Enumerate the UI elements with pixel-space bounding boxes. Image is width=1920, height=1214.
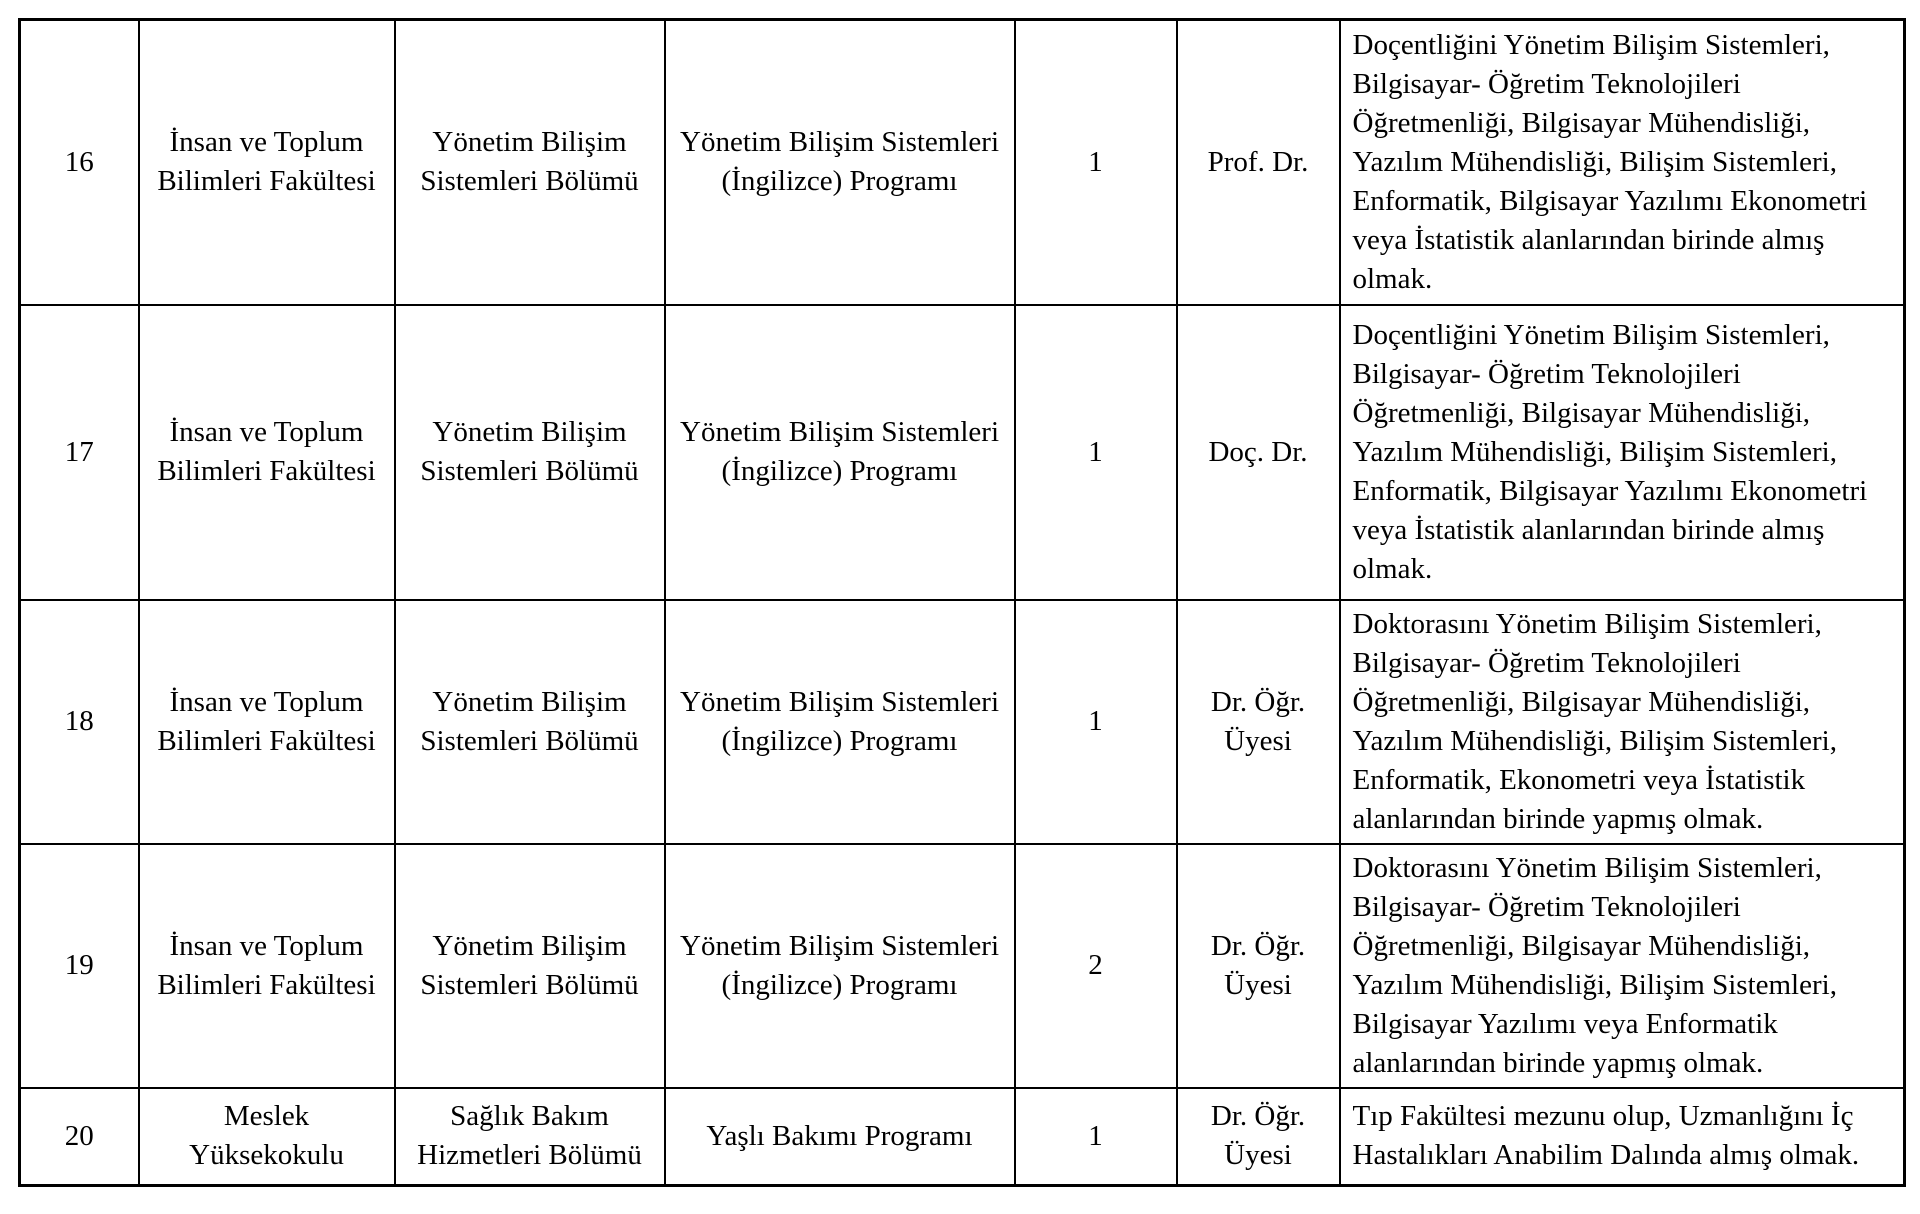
department-cell: Sağlık Bakım Hizmetleri Bölümü [395,1088,665,1186]
requirements-cell: Doçentliğini Yönetim Bilişim Sistemleri, Bilgisayar- Öğretim Teknolojileri Öğretmenliği, Bilgisayar Mühendisliği, Yazılım Mühendisliği, Bilişim Sistemleri, Enformatik, Bilgisayar Yazılımı Ekonometri veya İstatistik alanlarından birinde almış olmak. [1340,305,1905,600]
quota-cell: 1 [1015,1088,1177,1186]
row-number-cell: 19 [20,844,139,1088]
title-cell: Doç. Dr. [1177,305,1340,600]
department-cell: Yönetim Bilişim Sistemleri Bölümü [395,20,665,305]
department-cell: Yönetim Bilişim Sistemleri Bölümü [395,305,665,600]
quota-cell: 1 [1015,305,1177,600]
faculty-cell: İnsan ve Toplum Bilimleri Fakültesi [139,20,395,305]
department-cell: Yönetim Bilişim Sistemleri Bölümü [395,844,665,1088]
vacancy-table [18,18,1906,1187]
table-row [20,844,1905,1088]
quota-cell: 1 [1015,600,1177,844]
row-number-cell: 20 [20,1088,139,1186]
requirements-cell: Doktorasını Yönetim Bilişim Sistemleri, Bilgisayar- Öğretim Teknolojileri Öğretmenliği, Bilgisayar Mühendisliği, Yazılım Mühendisliği, Bilişim Sistemleri, Enformatik, Ekonometri veya İstatistik alanlarından birinde yapmış olmak. [1340,600,1905,844]
faculty-cell: İnsan ve Toplum Bilimleri Fakültesi [139,844,395,1088]
requirements-cell: Tıp Fakültesi mezunu olup, Uzmanlığını İç Hastalıkları Anabilim Dalında almış olmak. [1340,1088,1905,1186]
program-cell: Yönetim Bilişim Sistemleri (İngilizce) Programı [665,600,1015,844]
title-cell: Dr. Öğr. Üyesi [1177,600,1340,844]
table-row [20,1088,1905,1186]
requirements-cell: Doçentliğini Yönetim Bilişim Sistemleri, Bilgisayar- Öğretim Teknolojileri Öğretmenliği, Bilgisayar Mühendisliği, Yazılım Mühendisliği, Bilişim Sistemleri, Enformatik, Bilgisayar Yazılımı Ekonometri veya İstatistik alanlarından birinde almış olmak. [1340,20,1905,305]
faculty-cell: İnsan ve Toplum Bilimleri Fakültesi [139,600,395,844]
quota-cell: 2 [1015,844,1177,1088]
requirements-cell: Doktorasını Yönetim Bilişim Sistemleri, Bilgisayar- Öğretim Teknolojileri Öğretmenliği, Bilgisayar Mühendisliği, Yazılım Mühendisliği, Bilişim Sistemleri, Bilgisayar Yazılımı veya Enformatik alanlarından birinde yapmış olmak. [1340,844,1905,1088]
row-number-cell: 17 [20,305,139,600]
quota-cell: 1 [1015,20,1177,305]
title-cell: Dr. Öğr. Üyesi [1177,844,1340,1088]
table-row [20,600,1905,844]
program-cell: Yönetim Bilişim Sistemleri (İngilizce) Programı [665,305,1015,600]
row-number-cell: 16 [20,20,139,305]
department-cell: Yönetim Bilişim Sistemleri Bölümü [395,600,665,844]
program-cell: Yaşlı Bakımı Programı [665,1088,1015,1186]
title-cell: Dr. Öğr. Üyesi [1177,1088,1340,1186]
faculty-cell: Meslek Yüksekokulu [139,1088,395,1186]
program-cell: Yönetim Bilişim Sistemleri (İngilizce) Programı [665,844,1015,1088]
row-number-cell: 18 [20,600,139,844]
faculty-cell: İnsan ve Toplum Bilimleri Fakültesi [139,305,395,600]
table-row [20,20,1905,305]
table-row [20,305,1905,600]
title-cell: Prof. Dr. [1177,20,1340,305]
program-cell: Yönetim Bilişim Sistemleri (İngilizce) Programı [665,20,1015,305]
